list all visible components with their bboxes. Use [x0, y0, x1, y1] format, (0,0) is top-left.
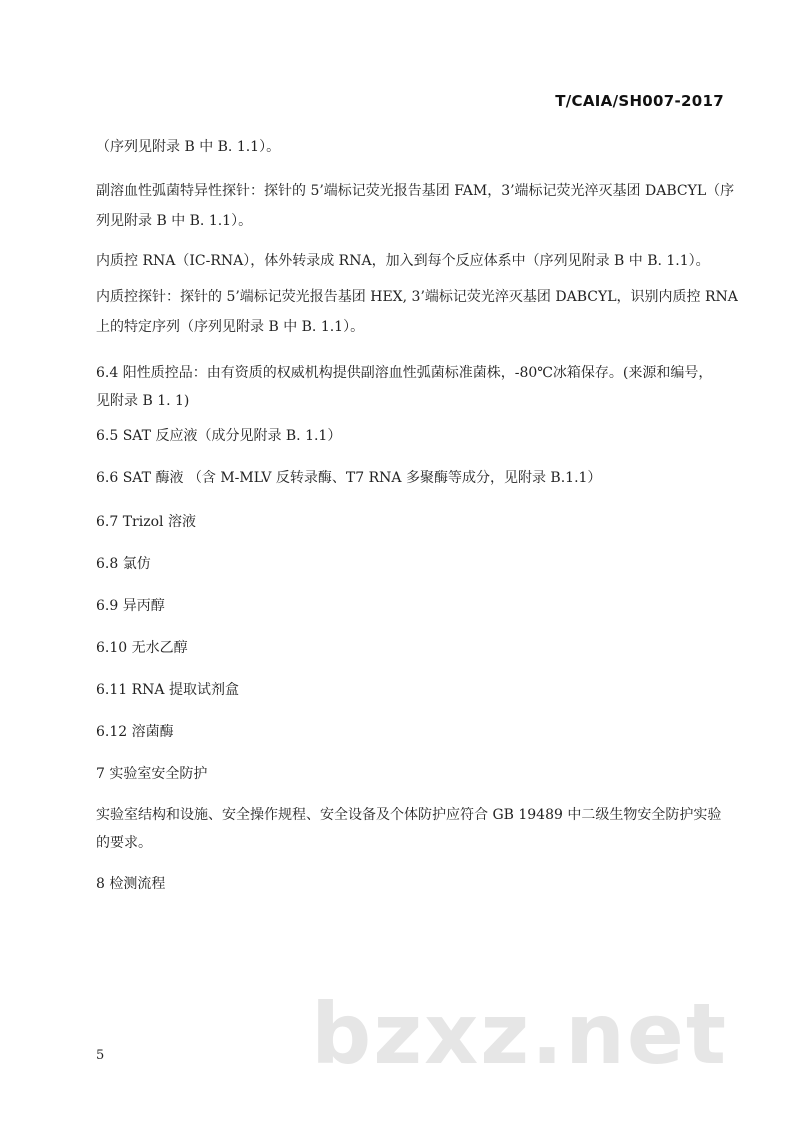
paragraph-line: 副溶血性弧菌特异性探针：探针的 5’端标记荧光报告基团 FAM，3’端标记荧光淬灭基团 DABCYL（序: [96, 183, 735, 199]
section-6-5: 6.5 SAT 反应液（成分见附录 B. 1.1）: [96, 428, 342, 444]
section-6-10: 6.10 无水乙醇: [96, 640, 188, 656]
paragraph-line: 上的特定序列（序列见附录 B 中 B. 1.1）。: [96, 319, 365, 335]
watermark: bzxz.net: [311, 985, 728, 1083]
document-code: T/CAIA/SH007-2017: [555, 92, 724, 110]
section-6-4-line: 6.4 阳性质控品：由有资质的权威机构提供副溶血性弧菌标准菌株，-80℃冰箱保存。(来源和编号，: [96, 365, 713, 381]
page-number: 5: [96, 1048, 105, 1063]
paragraph-line: （序列见附录 B 中 B. 1.1）。: [96, 139, 281, 155]
section-7-line: 的要求。: [96, 835, 152, 851]
section-6-11: 6.11 RNA 提取试剂盒: [96, 682, 239, 698]
section-6-7: 6.7 Trizol 溶液: [96, 514, 196, 530]
section-6-4-line: 见附录 B 1. 1): [96, 393, 190, 409]
section-8-heading: 8 检测流程: [96, 876, 166, 892]
paragraph-line: 内质控 RNA（IC-RNA），体外转录成 RNA，加入到每个反应体系中（序列见附录 B 中 B. 1.1）。: [96, 253, 710, 269]
paragraph-line: 列见附录 B 中 B. 1.1）。: [96, 213, 253, 229]
section-6-8: 6.8 氯仿: [96, 556, 151, 572]
section-7-heading: 7 实验室安全防护: [96, 766, 208, 782]
section-6-12: 6.12 溶菌酶: [96, 724, 174, 740]
section-6-6: 6.6 SAT 酶液 （含 M-MLV 反转录酶、T7 RNA 多聚酶等成分，见附录 B.1.1）: [96, 470, 602, 486]
section-7-line: 实验室结构和设施、安全操作规程、安全设备及个体防护应符合 GB 19489 中二级生物安全防护实验: [96, 807, 722, 823]
section-6-9: 6.9 异丙醇: [96, 598, 165, 614]
paragraph-line: 内质控探针：探针的 5’端标记荧光报告基团 HEX, 3’端标记荧光淬灭基团 DABCYL，识别内质控 RNA: [96, 289, 738, 305]
